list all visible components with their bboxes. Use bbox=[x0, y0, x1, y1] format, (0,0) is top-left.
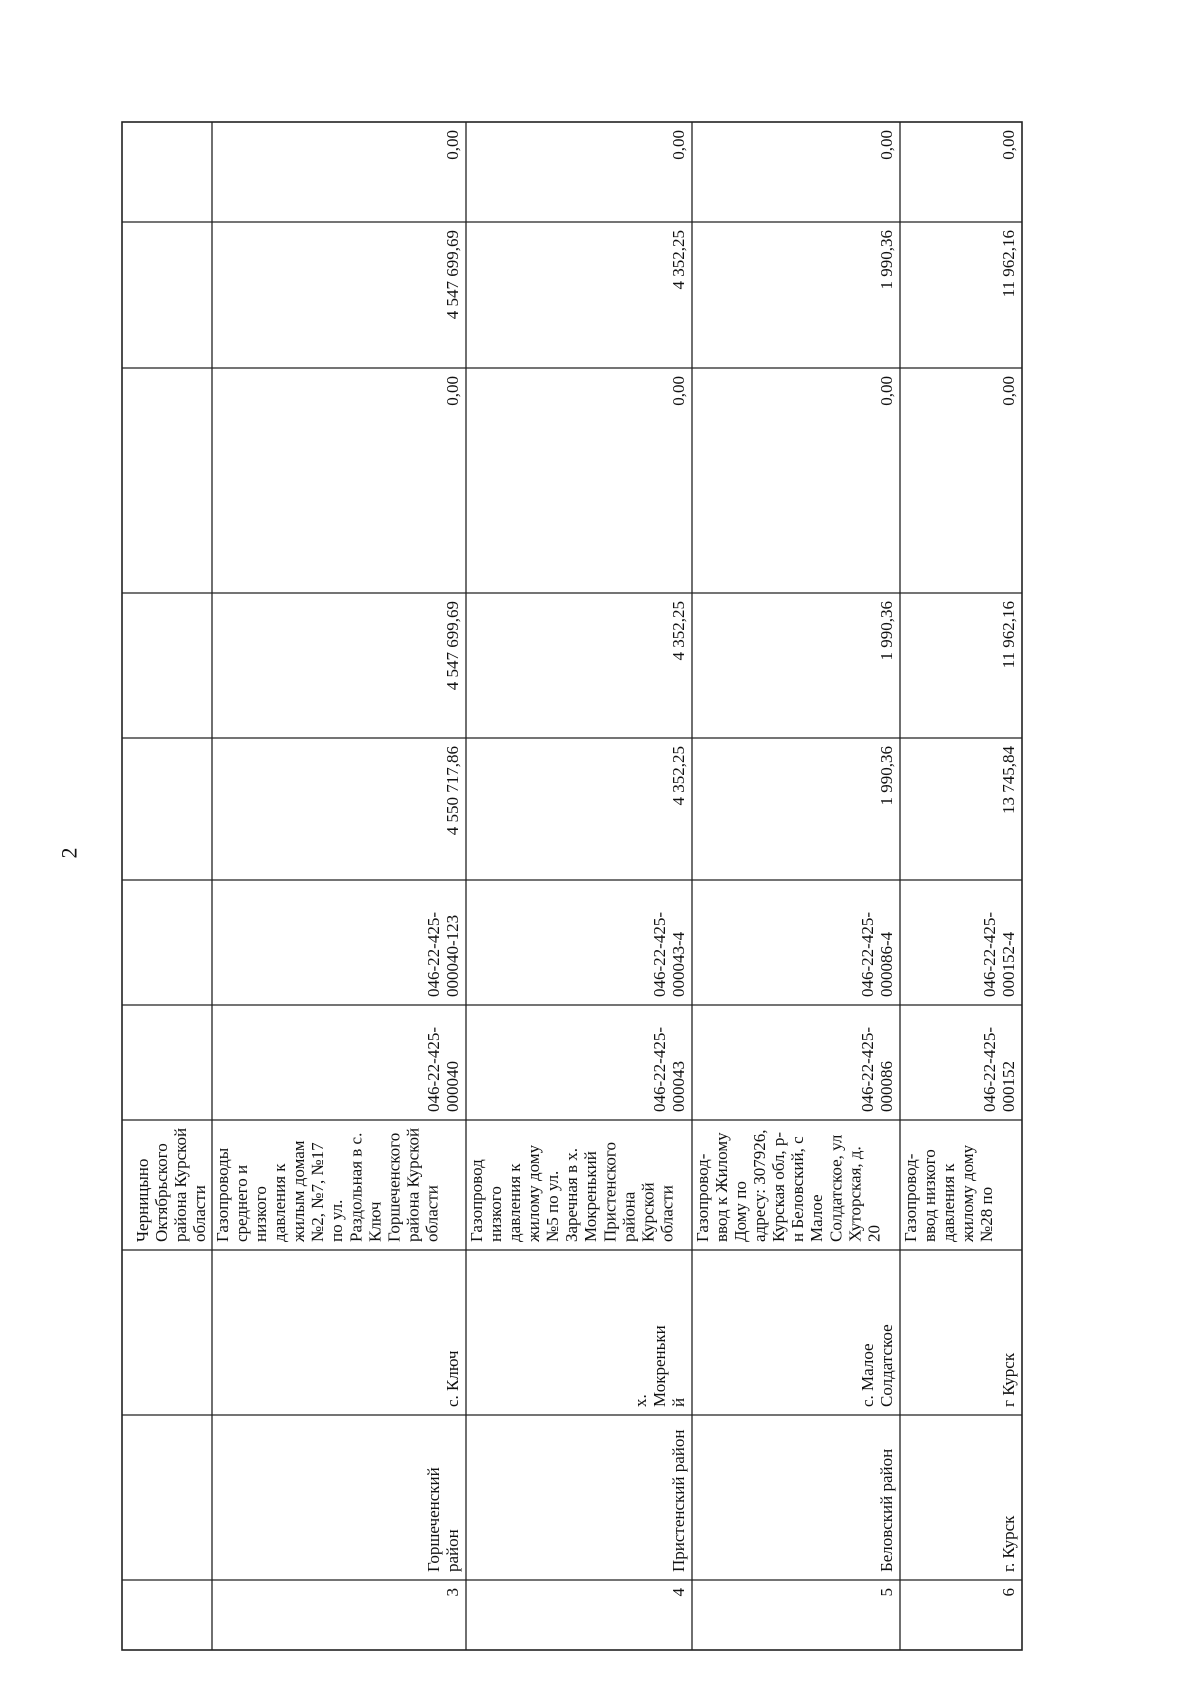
cadastral-code-cell: 046-22-425- bbox=[649, 1027, 669, 1112]
value-cell-v2: 1 990,36 bbox=[877, 601, 896, 661]
value-cell-v2: 4 547 699,69 bbox=[443, 601, 462, 691]
value-cell-v5: 0,00 bbox=[443, 130, 462, 160]
object-cell: ввод к Жилому bbox=[712, 1132, 732, 1242]
object-cell: №2, №7, №17 bbox=[308, 1142, 328, 1242]
inventory-code-cell: 046-22-425- bbox=[649, 912, 669, 997]
value-cell-v1: 4 550 717,86 bbox=[443, 746, 462, 836]
object-cell: Горшеченского bbox=[384, 1132, 404, 1242]
value-cell-v3: 0,00 bbox=[443, 376, 462, 406]
district-cell: район bbox=[443, 1529, 462, 1572]
inventory-code-cell: 046-22-425- bbox=[979, 912, 999, 997]
object-cell: жилому дому bbox=[958, 1144, 978, 1242]
object-cell: Мокренький bbox=[581, 1151, 601, 1242]
value-cell-v3: 0,00 bbox=[669, 376, 688, 406]
inventory-code-cell: 046-22-425- bbox=[857, 912, 877, 997]
settlement-cell: с. Малое bbox=[857, 1343, 877, 1407]
row-number: 5 bbox=[877, 1588, 896, 1597]
value-cell-v2: 11 962,16 bbox=[999, 601, 1018, 669]
object-name-continuation: области bbox=[190, 1185, 209, 1242]
cadastral-code-cell: 046-22-425- bbox=[423, 1027, 443, 1112]
district-cell: г. Курск bbox=[999, 1515, 1018, 1572]
object-cell: области bbox=[657, 1185, 677, 1242]
value-cell-v1: 13 745,84 bbox=[999, 746, 1018, 814]
object-cell: Солдатское, ул bbox=[826, 1134, 846, 1242]
object-cell: среднего и bbox=[232, 1164, 252, 1242]
object-cell: Малое bbox=[807, 1194, 827, 1242]
object-cell: Курской bbox=[638, 1182, 658, 1242]
object-name-continuation: Черницыно bbox=[132, 1158, 152, 1242]
value-cell-v5: 0,00 bbox=[877, 130, 896, 160]
object-cell: Ключ bbox=[365, 1201, 385, 1242]
value-cell-v1: 1 990,36 bbox=[877, 746, 896, 806]
object-cell: области bbox=[422, 1185, 442, 1242]
object-name-continuation: Октябрьского bbox=[151, 1143, 171, 1242]
object-cell: Газопровод- bbox=[901, 1153, 920, 1242]
page-number: 2 bbox=[56, 847, 82, 859]
object-cell: Пристенского bbox=[600, 1142, 620, 1242]
object-cell: Дому по bbox=[731, 1181, 751, 1242]
district-cell: Горшеченский bbox=[423, 1467, 443, 1572]
cadastral-code-cell: 000040 bbox=[443, 1061, 462, 1112]
settlement-cell: Мокреньки bbox=[649, 1325, 669, 1407]
settlement-cell: с. Ключ bbox=[443, 1350, 462, 1407]
object-cell: жилым домам bbox=[289, 1140, 309, 1242]
object-cell: Заречная в х. bbox=[562, 1148, 582, 1242]
inventory-code-cell: 000043-4 bbox=[669, 931, 688, 997]
district-cell: Беловский район bbox=[877, 1448, 896, 1572]
settlement-cell: й bbox=[669, 1397, 688, 1407]
district-cell: Пристенский район bbox=[669, 1429, 688, 1572]
value-cell-v5: 0,00 bbox=[999, 130, 1018, 160]
object-cell: по ул. bbox=[327, 1199, 347, 1242]
object-name-continuation: района Курской bbox=[170, 1127, 190, 1242]
table-border bbox=[122, 122, 1022, 1650]
object-cell: Газопровод bbox=[467, 1159, 486, 1242]
cadastral-code-cell: 046-22-425- bbox=[857, 1027, 877, 1112]
value-cell-v3: 0,00 bbox=[999, 376, 1018, 406]
settlement-cell: х. bbox=[630, 1394, 650, 1407]
object-cell: Газопроводы bbox=[213, 1147, 232, 1242]
object-cell: давления к bbox=[270, 1163, 290, 1242]
cadastral-code-cell: 046-22-425- bbox=[979, 1027, 999, 1112]
object-cell: низкого bbox=[486, 1186, 506, 1242]
value-cell-v1: 4 352,25 bbox=[669, 746, 688, 806]
object-cell: Хуторская, д. bbox=[845, 1146, 865, 1242]
object-cell: адресу: 307926, bbox=[750, 1129, 770, 1242]
object-cell: н Беловский, с bbox=[788, 1136, 808, 1242]
value-cell-v3: 0,00 bbox=[877, 376, 896, 406]
object-cell: Курская обл, р- bbox=[769, 1131, 789, 1242]
object-cell: низкого bbox=[251, 1186, 271, 1242]
value-cell-v5: 0,00 bbox=[669, 130, 688, 160]
object-cell: давления к bbox=[939, 1163, 959, 1242]
inventory-code-cell: 000086-4 bbox=[877, 931, 896, 997]
value-cell-v2: 4 352,25 bbox=[669, 601, 688, 661]
object-cell: №28 по bbox=[977, 1186, 997, 1242]
object-cell: жилому дому bbox=[524, 1144, 544, 1242]
object-cell: давления к bbox=[505, 1163, 525, 1242]
value-cell-v4: 1 990,36 bbox=[877, 230, 896, 290]
object-cell: ввод низкого bbox=[920, 1149, 940, 1242]
cadastral-code-cell: 000043 bbox=[669, 1061, 688, 1112]
row-number: 4 bbox=[669, 1588, 688, 1597]
value-cell-v4: 11 962,16 bbox=[999, 230, 1018, 298]
object-cell: района bbox=[619, 1191, 639, 1242]
row-number: 6 bbox=[999, 1588, 1018, 1597]
cadastral-code-cell: 000152 bbox=[999, 1061, 1018, 1112]
row-number: 3 bbox=[443, 1588, 462, 1597]
object-cell: 20 bbox=[864, 1225, 884, 1242]
settlement-cell: Солдатское bbox=[877, 1324, 896, 1407]
object-cell: Газопровод- bbox=[693, 1153, 712, 1242]
cadastral-code-cell: 000086 bbox=[877, 1061, 896, 1112]
inventory-code-cell: 000152-4 bbox=[999, 931, 1018, 997]
inventory-code-cell: 000040-123 bbox=[443, 914, 462, 997]
value-cell-v4: 4 352,25 bbox=[669, 230, 688, 290]
settlement-cell: г Курск bbox=[999, 1352, 1018, 1407]
object-cell: района Курской bbox=[403, 1127, 423, 1242]
object-cell: Раздольная в с. bbox=[346, 1132, 366, 1242]
value-cell-v4: 4 547 699,69 bbox=[443, 230, 462, 320]
inventory-code-cell: 046-22-425- bbox=[423, 912, 443, 997]
object-cell: №5 по ул. bbox=[543, 1170, 563, 1242]
